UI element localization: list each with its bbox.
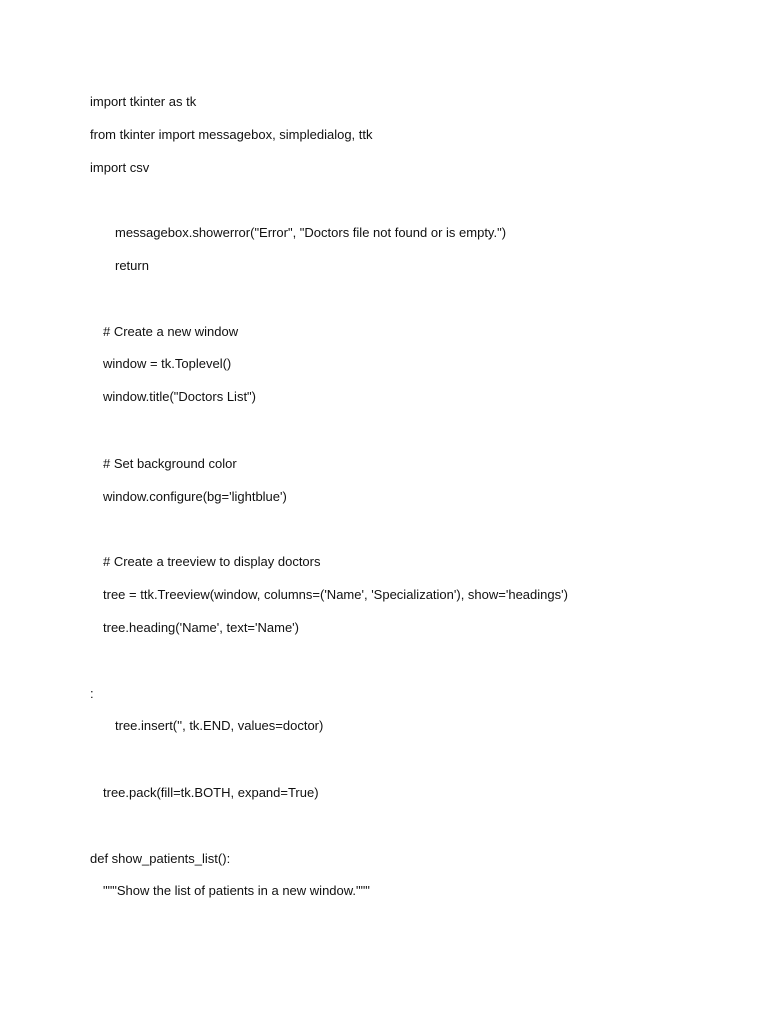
code-line: import tkinter as tk bbox=[90, 94, 197, 109]
code-line: tree.insert('', tk.END, values=doctor) bbox=[115, 718, 324, 733]
code-comment: # Set background color bbox=[103, 456, 237, 471]
code-line: from tkinter import messagebox, simpledialog, ttk bbox=[90, 127, 373, 142]
code-line: messagebox.showerror("Error", "Doctors file not found or is empty.") bbox=[115, 225, 507, 240]
code-line: tree = ttk.Treeview(window, columns=('Name', 'Specialization'), show='headings') bbox=[103, 587, 568, 602]
code-line: return bbox=[115, 258, 149, 273]
code-comment: # Create a new window bbox=[103, 324, 239, 339]
code-line: window.configure(bg='lightblue') bbox=[103, 489, 287, 504]
code-comment: # Create a treeview to display doctors bbox=[103, 554, 321, 569]
code-line: def show_patients_list(): bbox=[90, 851, 231, 866]
code-line: import csv bbox=[90, 160, 150, 175]
code-line: tree.heading('Name', text='Name') bbox=[103, 620, 299, 635]
code-line: : bbox=[90, 686, 94, 701]
code-line: tree.pack(fill=tk.BOTH, expand=True) bbox=[103, 785, 319, 800]
code-docstring: """Show the list of patients in a new window.""" bbox=[103, 883, 370, 898]
code-line: window = tk.Toplevel() bbox=[103, 356, 232, 371]
code-line: window.title("Doctors List") bbox=[103, 389, 256, 404]
